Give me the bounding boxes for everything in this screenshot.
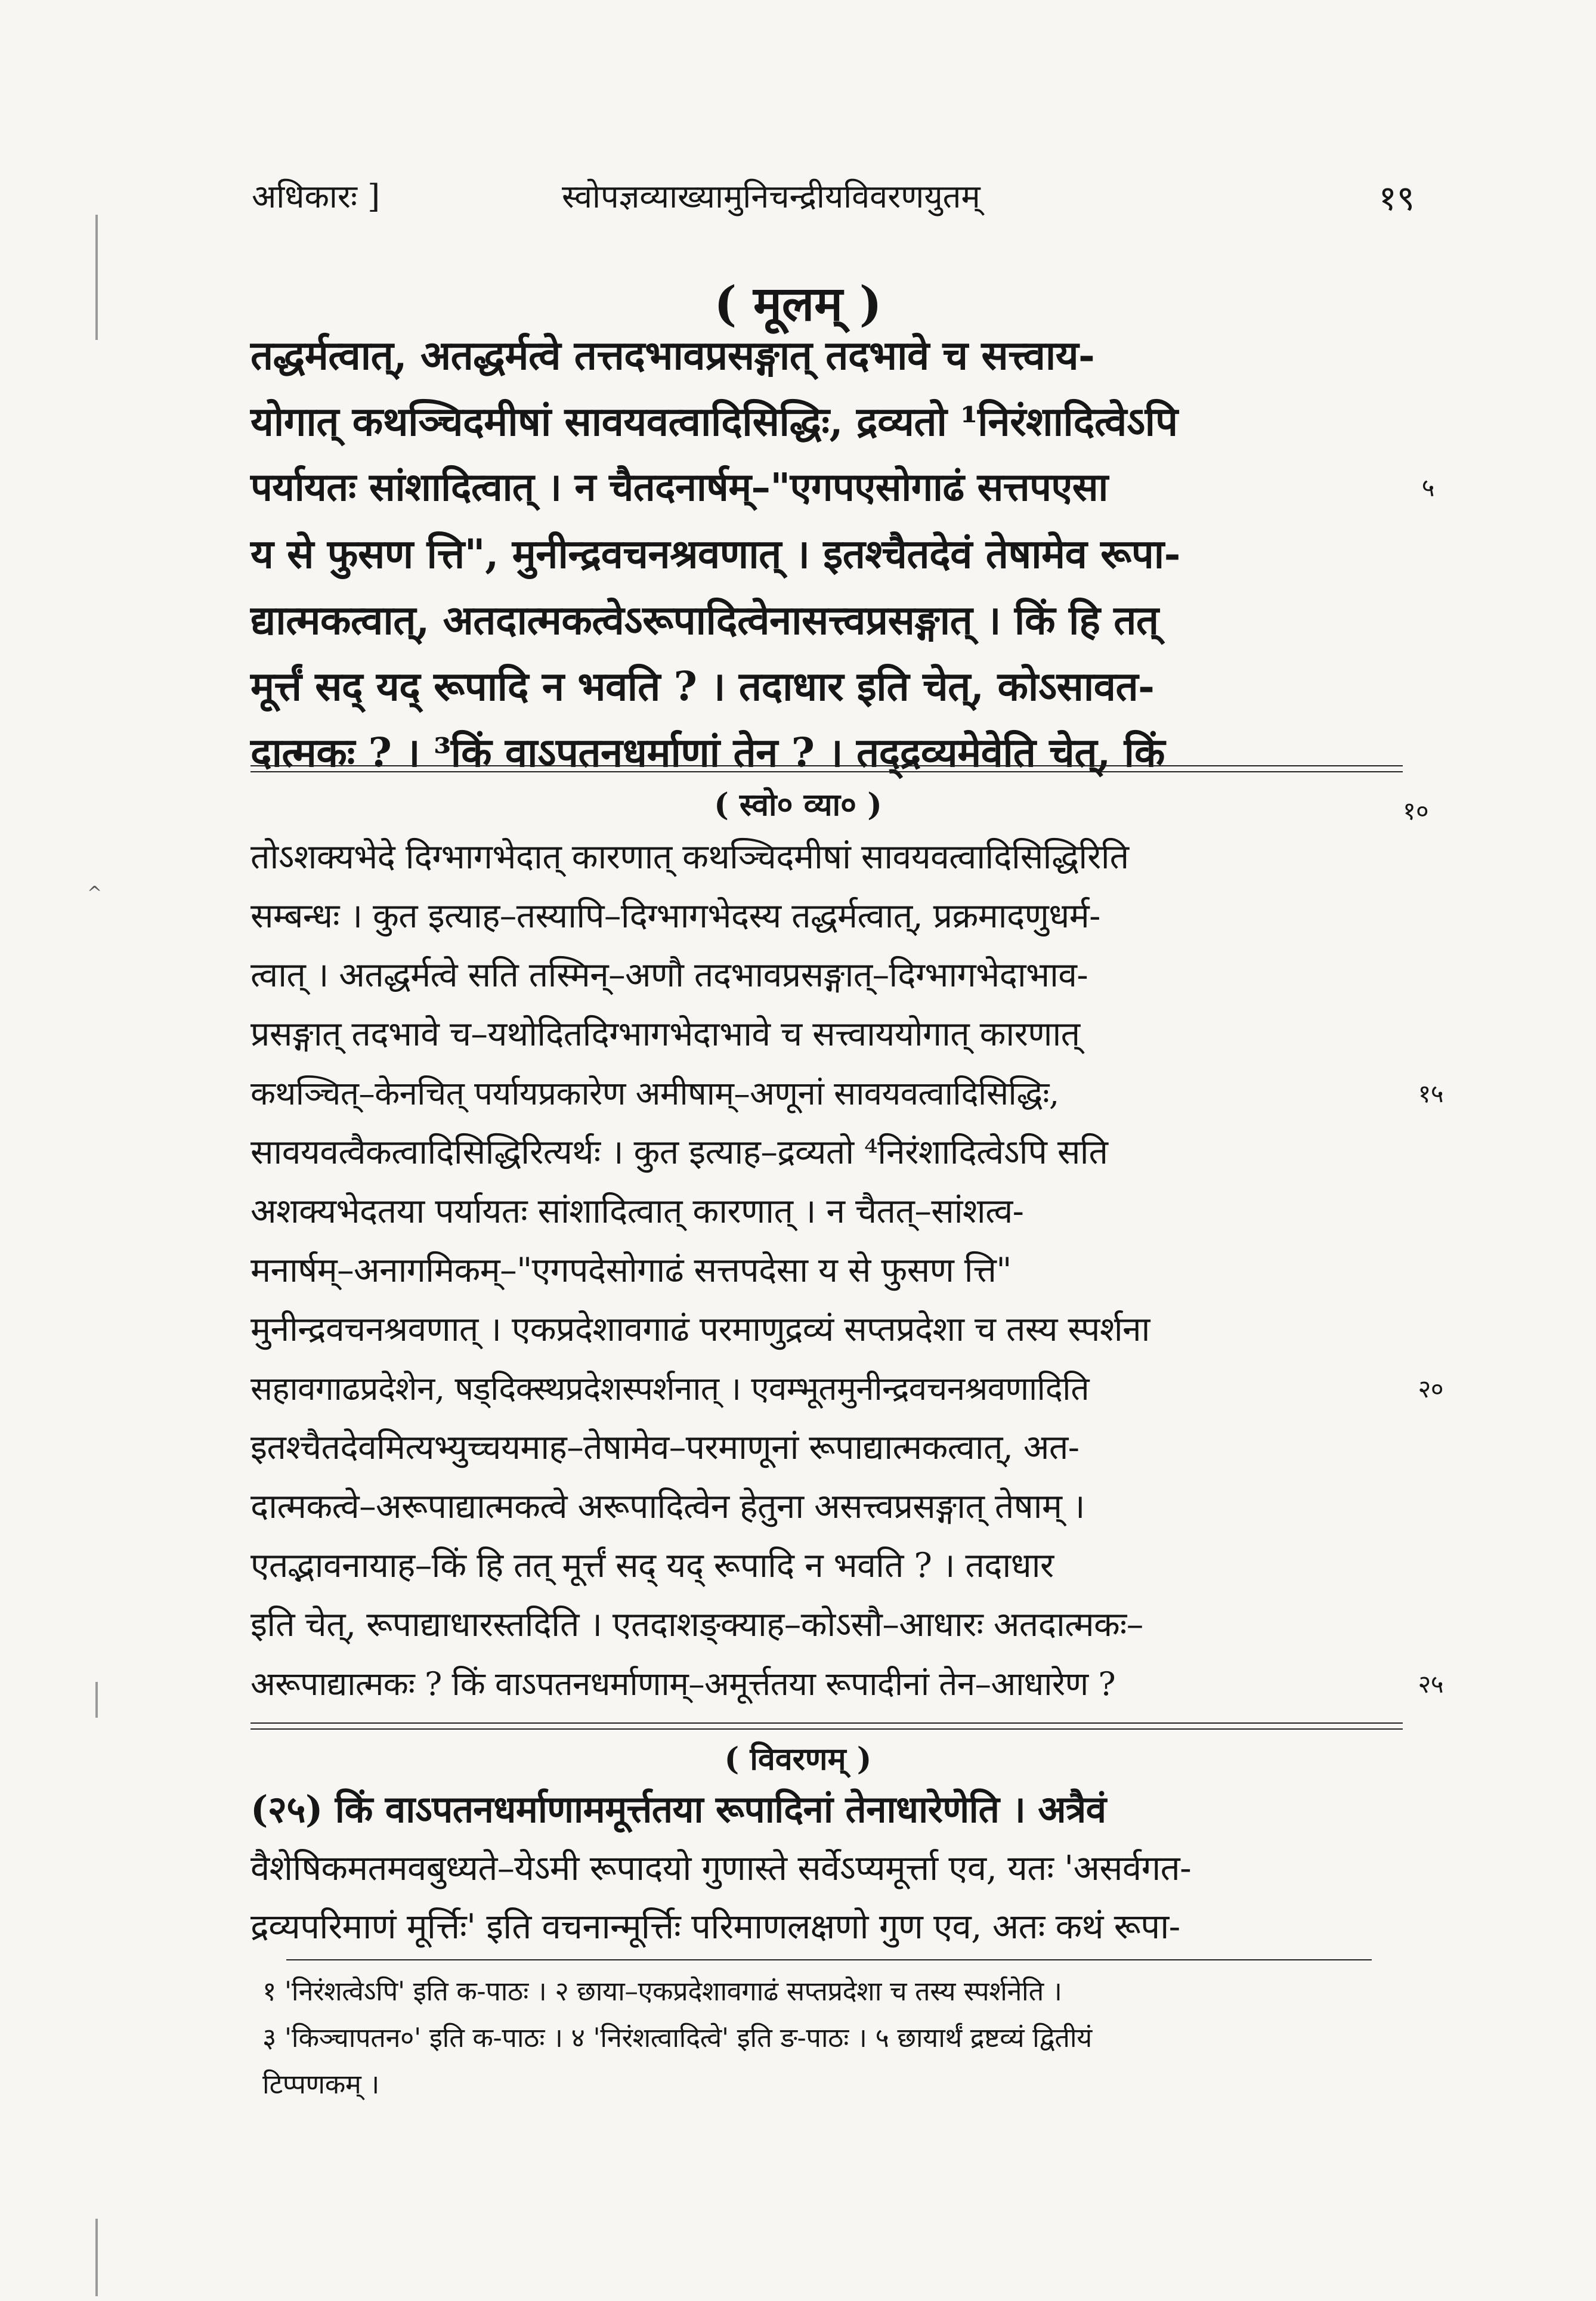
header-section-label: अधिकारः ] [252, 178, 381, 215]
line-number-marker: १० [1403, 796, 1429, 825]
section-divider [250, 1722, 1403, 1730]
vyakhya-line: प्रसङ्गात् तदभावे च–यथोदितदिग्भागभेदाभावे च सत्त्वाययोगात् कारणात् [250, 1015, 1080, 1054]
footnote-divider [286, 1959, 1372, 1960]
vivarana-line: (२५) किं वाऽपतनधर्माणाममूर्त्ततया रूपादिनां तेनाधारेणेति । अत्रैवं [250, 1787, 1106, 1831]
mula-heading: ( मूलम् ) [714, 276, 882, 332]
vyakhya-line: एतद्भावनायाह–किं हि तत् मूर्त्तं सद् यद् रूपादि न भवति ? । तदाधार [250, 1546, 1054, 1585]
header-book-title: स्वोपज्ञव्याख्यामुनिचन्द्रीयविवरणयुतम् [562, 178, 981, 215]
vivarana-heading: ( विवरणम् ) [724, 1741, 872, 1777]
vyakhya-line: सावयवत्वैकत्वादिसिद्धिरित्यर्थः । कुत इत्याह–द्रव्यतो ⁴निरंशादित्वेऽपि सति [250, 1133, 1108, 1172]
mula-line: योगात् कथञ्चिदमीषां सावयवत्वादिसिद्धिः, द्रव्यतो ¹निरंशादित्वेऽपि [250, 398, 1178, 445]
vivarana-line: द्रव्यपरिमाणं मूर्त्तिः' इति वचनान्मूर्त्तिः परिमाणलक्षणो गुण एव, अतः कथं रूपा- [250, 1906, 1180, 1947]
line-number-marker: ५ [1421, 473, 1434, 502]
margin-line [95, 1682, 98, 1718]
vyakhya-line: त्वात् । अतद्धर्मत्वे सति तस्मिन्–अणौ तदभावप्रसङ्गात्–दिग्भागभेदाभाव- [250, 955, 1088, 995]
mula-line: पर्यायतः सांशादित्वात् । न चैतदनार्षम्–"एगपएसोगाढं सत्तपएसा ५ [250, 454, 1402, 521]
vyakhya-line: सम्बन्धः । कुत इत्याह–तस्यापि–दिग्भागभेदस्य तद्धर्मत्वात्, प्रक्रमादणुधर्म- [250, 896, 1100, 936]
vyakhya-line: इति चेत्, रूपाद्याधारस्तदिति । एतदाशङ्क्याह–कोऽसौ–आधारः अतदात्मकः– [250, 1605, 1143, 1644]
vivarana-line: वैशेषिकमतमवबुध्यते–येऽमी रूपादयो गुणास्ते सर्वेऽप्यमूर्त्ता एव, यतः 'असर्वगत- [250, 1848, 1192, 1888]
footnote-line: १ 'निरंशत्वेऽपि' इति क-पाठः । २ छाया–एकप्रदेशावगाढं सप्तप्रदेशा च तस्य स्पर्शनेति । [262, 1975, 1062, 2007]
margin-line [95, 2219, 98, 2296]
vyakhya-line: सहावगाढप्रदेशेन, षड्दिक्स्थप्रदेशस्पर्शनात् । एवम्भूतमुनीन्द्रवचनश्रवणादिति २० [250, 1359, 1402, 1418]
section-divider [250, 765, 1403, 772]
mula-line: य से फुसण त्ति", मुनीन्द्रवचनश्रवणात् । इतश्चैतदेवं तेषामेव रूपा- [250, 530, 1180, 577]
running-header [252, 173, 1415, 227]
line-number-marker: २० [1418, 1374, 1443, 1403]
vyakhya-text [250, 828, 1443, 1714]
vyakhya-line: तोऽशक्यभेदे दिग्भागभेदात् कारणात् कथञ्चिदमीषां सावयवत्वादिसिद्धिरिति [250, 837, 1129, 877]
stray-mark: ^ [87, 883, 103, 904]
vyakhya-line: अशक्यभेदतया पर्यायतः सांशादित्वात् कारणात् । न चैतत्–सांशत्व- [250, 1192, 1024, 1231]
vyakhya-line: मुनीन्द्रवचनश्रवणात् । एकप्रदेशावगाढं परमाणुद्रव्यं सप्तप्रदेशा च तस्य स्पर्शना [250, 1310, 1150, 1349]
vyakhya-line: मनार्षम्–अनागमिकम्–"एगपदेसोगाढं सत्तपदेसा य से फुसण त्ति" [250, 1251, 1012, 1290]
page-number: १९ [1378, 178, 1415, 218]
mula-line: दात्मकः ? । ³किं वाऽपतनधर्माणां तेन ? । तद्द्रव्यमेवेति चेत्, किं [250, 729, 1165, 776]
mula-text [250, 322, 1434, 785]
footnote-line: ३ 'किञ्चापतन०' इति क-पाठः । ४ 'निरंशत्वादित्वे' इति ङ-पाठः । ५ छायार्थं द्रष्टव्यं द्वितीयं [262, 2022, 1092, 2053]
vyakhya-line: कथञ्चित्–केनचित् पर्यायप्रकारेण अमीषाम्–अणूनां सावयवत्वादिसिद्धिः, १५ [250, 1064, 1402, 1123]
mula-line: तद्धर्मत्वात्, अतद्धर्मत्वे तत्तदभावप्रसङ्गात् तदभावे च सत्त्वाय- [250, 332, 1095, 379]
vyakhya-line: इतश्चैतदेवमित्यभ्युच्चयमाह–तेषामेव–परमाणूनां रूपाद्यात्मकत्वात्, अत- [250, 1428, 1080, 1467]
vivarana-text [250, 1780, 1402, 1956]
vyakhya-line: अरूपाद्यात्मकः ? किं वाऽपतनधर्माणाम्–अमूर्त्ततया रूपादीनां तेन–आधारेण ? २५ [250, 1654, 1402, 1714]
mula-line: मूर्त्तं सद् यद् रूपादि न भवति ? । तदाधार इति चेत्, कोऽसावत- [250, 663, 1155, 710]
footnotes [262, 1968, 1402, 2108]
vyakhya-line: दात्मकत्वे–अरूपाद्यात्मकत्वे अरूपादित्वेन हेतुना असत्त्वप्रसङ्गात् तेषाम् । [250, 1487, 1085, 1526]
vyakhya-heading: ( स्वो० व्या० ) [714, 787, 882, 823]
line-number-marker: १५ [1418, 1079, 1443, 1108]
mula-line: द्यात्मकत्वात्, अतदात्मकत्वेऽरूपादित्वेनासत्त्वप्रसङ्गात् । किं हि तत् [250, 596, 1159, 644]
footnote-line: टिप्पणकम् । [262, 2068, 379, 2100]
line-number-marker: २५ [1418, 1669, 1443, 1699]
